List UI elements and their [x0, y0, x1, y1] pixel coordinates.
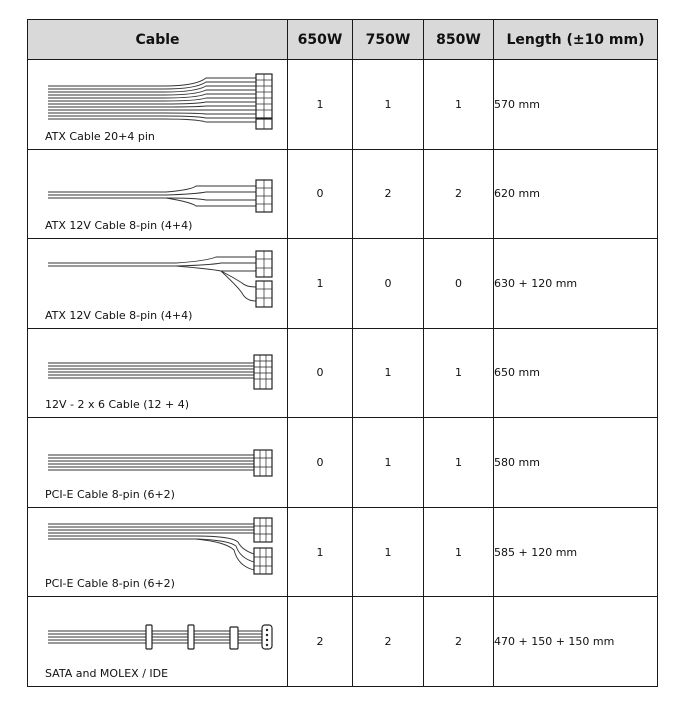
cable-cell — [28, 149, 288, 239]
header-750w: 750W — [353, 20, 424, 60]
table-row — [28, 239, 658, 329]
qty-850w: 2 — [424, 149, 494, 239]
cable-cell — [28, 328, 288, 418]
header-length: Length (±10 mm) — [494, 20, 658, 60]
qty-750w: 1 — [353, 328, 424, 418]
eps-8pin-cable-icon — [46, 154, 286, 220]
table-row — [28, 597, 658, 687]
qty-650w: 1 — [288, 239, 353, 329]
sata-molex-cable-icon — [46, 601, 286, 667]
qty-750w: 2 — [353, 149, 424, 239]
qty-750w: 0 — [353, 239, 424, 329]
qty-750w: 1 — [353, 507, 424, 597]
table-row — [28, 149, 658, 239]
cable-cell — [28, 597, 288, 687]
table-row — [28, 328, 658, 418]
table-row — [28, 60, 658, 150]
cable-length: 580 mm — [494, 418, 658, 508]
cable-length: 630 + 120 mm — [494, 239, 658, 329]
cable-length: 650 mm — [494, 328, 658, 418]
qty-850w: 1 — [424, 507, 494, 597]
cable-name: ATX Cable 20+4 pin — [45, 129, 155, 143]
header-850w: 850W — [424, 20, 494, 60]
cable-name: ATX 12V Cable 8-pin (4+4) — [45, 219, 193, 233]
cable-name: PCI-E Cable 8-pin (6+2) — [45, 487, 175, 501]
header-row — [28, 20, 658, 60]
qty-650w: 0 — [288, 418, 353, 508]
cable-length: 570 mm — [494, 60, 658, 150]
atx-24pin-cable-icon — [46, 64, 286, 130]
qty-750w: 1 — [353, 60, 424, 150]
cable-cell — [28, 507, 288, 597]
table-row — [28, 507, 658, 597]
cable-cell — [28, 418, 288, 508]
cable-length: 620 mm — [494, 149, 658, 239]
qty-650w: 0 — [288, 328, 353, 418]
cable-name: 12V - 2 x 6 Cable (12 + 4) — [45, 398, 189, 412]
header-cable: Cable — [28, 20, 288, 60]
cable-name: ATX 12V Cable 8-pin (4+4) — [45, 308, 193, 322]
table-row — [28, 418, 658, 508]
qty-850w: 1 — [424, 418, 494, 508]
12v-2x6-cable-icon — [46, 333, 286, 399]
qty-750w: 2 — [353, 597, 424, 687]
qty-850w: 2 — [424, 597, 494, 687]
cable-cell — [28, 239, 288, 329]
qty-650w: 0 — [288, 149, 353, 239]
qty-850w: 1 — [424, 328, 494, 418]
cable-name: PCI-E Cable 8-pin (6+2) — [45, 577, 175, 591]
pcie-8pin-dual-cable-icon — [46, 512, 286, 578]
qty-850w: 0 — [424, 239, 494, 329]
qty-750w: 1 — [353, 418, 424, 508]
eps-8pin-dual-cable-icon — [46, 243, 286, 309]
qty-850w: 1 — [424, 60, 494, 150]
cable-spec-table — [27, 19, 658, 687]
cable-length: 585 + 120 mm — [494, 507, 658, 597]
cable-length: 470 + 150 + 150 mm — [494, 597, 658, 687]
qty-650w: 1 — [288, 507, 353, 597]
cable-cell — [28, 60, 288, 150]
header-650w: 650W — [288, 20, 353, 60]
cable-name: SATA and MOLEX / IDE — [45, 667, 169, 680]
pcie-8pin-cable-icon — [46, 422, 286, 488]
qty-650w: 2 — [288, 597, 353, 687]
qty-650w: 1 — [288, 60, 353, 150]
